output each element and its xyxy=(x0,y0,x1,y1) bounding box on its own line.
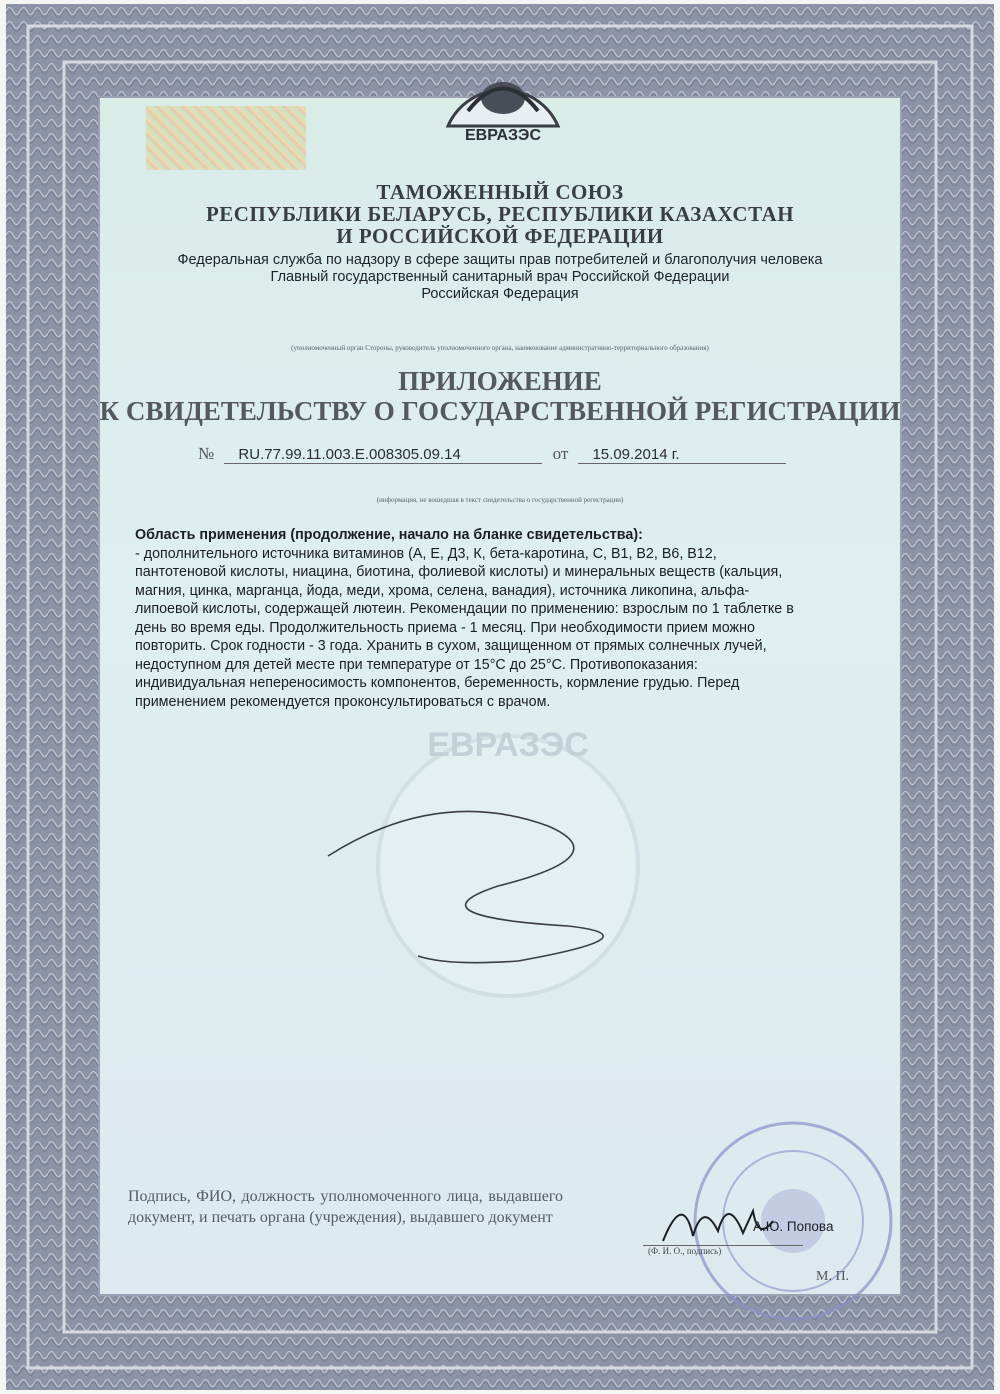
title-line-1: ПРИЛОЖЕНИЕ xyxy=(398,366,602,396)
content-line-1: - дополнительного источника витаминов (А, Е, Д3, К, бета-каротина, С, В1, В2, В6, В12, xyxy=(135,545,717,562)
hologram-sticker xyxy=(146,106,306,170)
content-line-7: недоступном для детей месте при температуре от 15°С до 25°С. Противопоказания: xyxy=(135,656,698,673)
authority-line-1: Федеральная служба по надзору в сфере защиты прав потребителей и благополучия человека xyxy=(177,252,823,268)
union-header xyxy=(98,181,902,247)
content-line-2: пантотеновой кислоты, ниацина, биотина, фолиевой кислоты) и минеральных веществ (кальция, xyxy=(135,564,783,580)
document-body xyxy=(98,96,902,1296)
content-line-5: день во время еды. Продолжительность приема - 1 месяц. При необходимости прием можно xyxy=(135,619,755,636)
content-line-4: липоевой кислоты, содержащей лютеин. Рекомендации по применению: взрослым по 1 таблетке в xyxy=(135,601,794,617)
cancellation-scribble xyxy=(318,746,668,966)
title-line-2: К СВИДЕТЕЛЬСТВУ О ГОСУДАРСТВЕННОЙ РЕГИСТРАЦИИ xyxy=(99,396,901,426)
authority-line-2: Главный государственный санитарный врач Российской Федерации xyxy=(270,269,730,285)
registration-number: RU.77.99.11.003.Е.008305.09.14 xyxy=(224,446,542,464)
content-line-9: применением рекомендуется проконсультироваться с врачом. xyxy=(135,693,551,710)
content-line-3: магния, цинка, марганца, йода, меди, хрома, селена, ванадия), источника ликопина, альфа- xyxy=(135,582,750,599)
union-line-2: РЕСПУБЛИКИ БЕЛАРУСЬ, РЕСПУБЛИКИ КАЗАХСТАН xyxy=(205,202,795,226)
number-label: № xyxy=(198,444,215,463)
signature-requirements: Подпись, ФИО, должность уполномоченного лица, выдавшего документ, и печать органа (учреждения), выдавшего документ xyxy=(128,1188,563,1226)
registration-caption: (информация, не вошедшая в текст свидетельства о государственной регистрации) xyxy=(376,496,624,504)
content-line-8: индивидуальная непереносимость компонентов, беременность, кормление грудью. Перед xyxy=(135,675,740,691)
authority-caption: (уполномоченный орган Стороны, руководитель уполномоченного органа, наименование административно-территориального образования) xyxy=(291,344,709,352)
logo-text: ЕВРАЗЭС xyxy=(464,127,542,144)
registration-date: 15.09.2014 г. xyxy=(578,446,786,464)
evrazes-emblem-icon xyxy=(438,16,568,146)
document-title xyxy=(98,366,902,426)
union-line-3: И РОССИЙСКОЙ ФЕДЕРАЦИИ xyxy=(336,224,664,248)
registration-row xyxy=(198,444,792,464)
authority-line-3: Российская Федерация xyxy=(421,286,579,302)
content-heading: Область применения (продолжение, начало на бланке свидетельства): xyxy=(135,527,643,543)
signer-caption: (Ф. И. О., подпись) xyxy=(648,1246,722,1256)
content-line-6: повторить. Срок годности - 3 года. Хранить в сухом, защищенном от прямых солнечных лучей, xyxy=(135,638,767,654)
union-line-1: ТАМОЖЕННЫЙ СОЮЗ xyxy=(376,180,624,204)
date-label: от xyxy=(552,444,569,463)
signer-name: А.Ю. Попова xyxy=(753,1219,834,1234)
watermark-text: ЕВРАЗЭС xyxy=(427,726,589,764)
authority-block xyxy=(98,252,902,303)
content-block xyxy=(135,526,875,711)
certificate-sheet xyxy=(6,4,994,1390)
stamp-place-label: М. П. xyxy=(816,1269,850,1284)
